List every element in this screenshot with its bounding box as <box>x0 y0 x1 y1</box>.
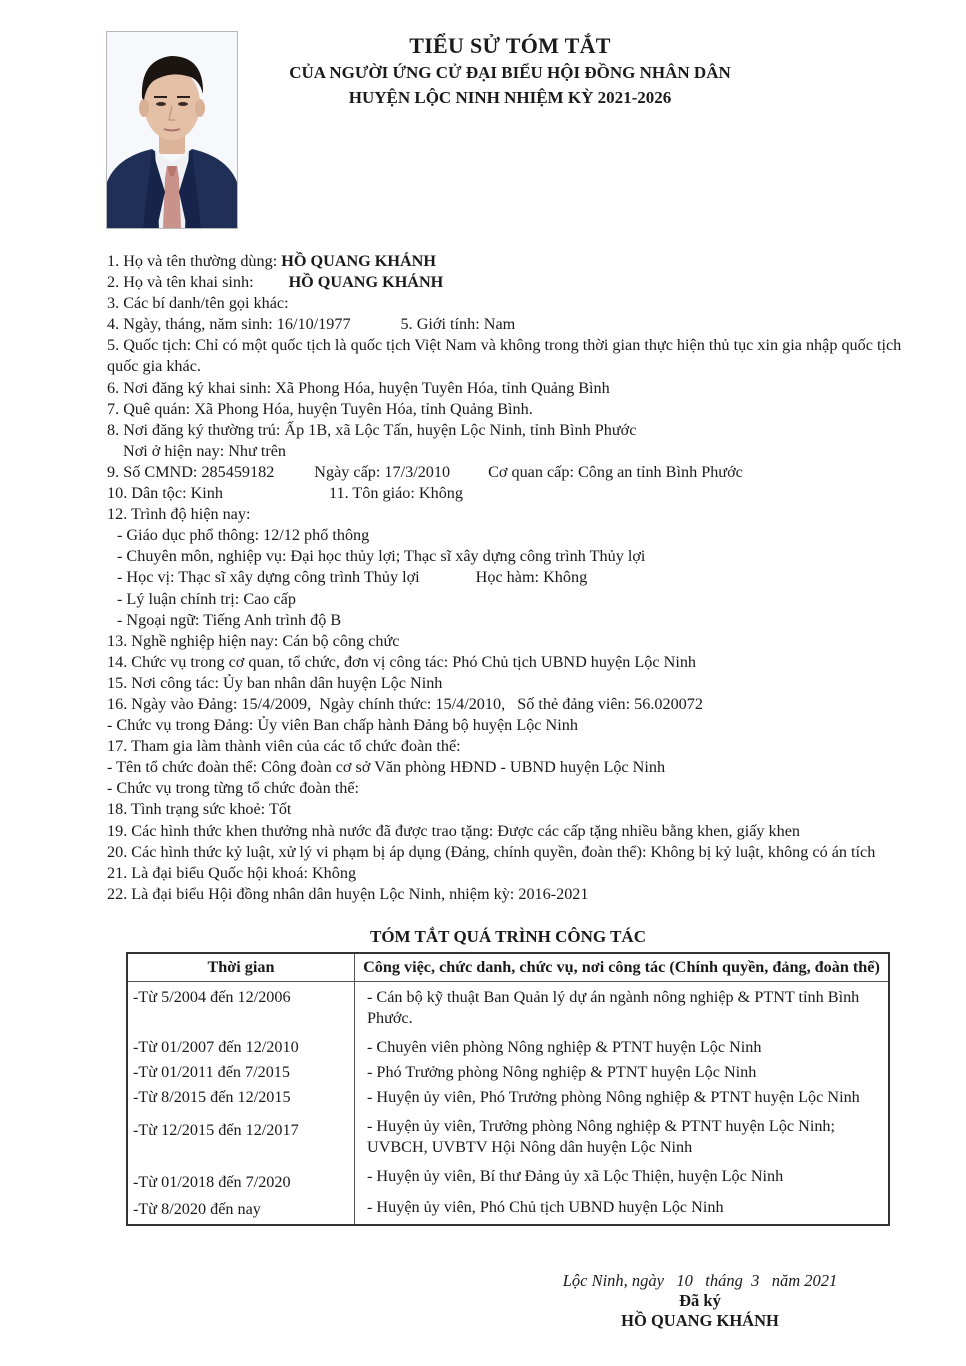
field-gender: 5. Giới tính: Nam <box>400 315 516 334</box>
signature-name: HỒ QUANG KHÁNH <box>621 1311 779 1330</box>
column-header-time: Thời gian <box>127 953 355 982</box>
work-history-table <box>126 952 890 1226</box>
field-council-member: 22. Là đại biểu Hội đồng nhân dân huyện Lộc Ninh, nhiệm kỳ: 2016-2021 <box>107 884 589 903</box>
field-label: 1. Họ và tên thường dùng: <box>107 252 282 270</box>
table-row <box>127 1160 889 1195</box>
field-label: 2. Họ và tên khai sinh: <box>107 273 254 292</box>
field-discipline: 20. Các hình thức kỷ luật, xử lý vi phạm bị áp dụng (Đảng, chính quyền, đoàn thể): Không bị kỷ luật, không có án tích <box>107 842 876 861</box>
field-workplace: 15. Nơi công tác: Ủy ban nhân dân huyện Lộc Ninh <box>107 673 443 692</box>
field-position: 14. Chức vụ trong cơ quan, tổ chức, đơn vị công tác: Phó Chủ tịch UBND huyện Lộc Ninh <box>107 652 697 671</box>
cell-description: - Huyện ủy viên, Trưởng phòng Nông nghiệp & PTNT huyện Lộc Ninh; UVBCH, UVBTV Hội Nông dân huyện Lộc Ninh <box>355 1110 890 1160</box>
cell-description: - Huyện ủy viên, Phó Trưởng phòng Nông nghiệp & PTNT huyện Lộc Ninh <box>355 1085 890 1110</box>
field-current-residence: Nơi ở hiện nay: Như trên <box>123 441 287 460</box>
table-row <box>127 982 889 1032</box>
table-row <box>127 1031 889 1060</box>
cell-time: -Từ 01/2018 đến 7/2020 <box>127 1160 355 1195</box>
field-party-position: - Chức vụ trong Đảng: Ủy viên Ban chấp hành Đảng bộ huyện Lộc Ninh <box>107 716 578 735</box>
field-value-common-name: HỒ QUANG KHÁNH <box>281 252 436 270</box>
cell-time: -Từ 8/2015 đến 12/2015 <box>127 1085 355 1110</box>
document-header <box>240 32 780 110</box>
field-party-membership: 16. Ngày vào Đảng: 15/4/2009, Ngày chính thức: 15/4/2010, Số thẻ đảng viên: 56.020072 <box>107 694 703 713</box>
work-history-title: TÓM TẮT QUÁ TRÌNH CÔNG TÁC <box>370 927 646 946</box>
field-nationality: 5. Quốc tịch: Chỉ có một quốc tịch là quốc tịch Việt Nam và không trong thời gian thực hiện thủ tục xin gia nhập quốc tịch quốc gia khác. <box>107 336 902 376</box>
cell-description: - Huyện ủy viên, Bí thư Đảng ủy xã Lộc Thiện, huyện Lộc Ninh <box>355 1160 890 1195</box>
field-id-issue-date: Ngày cấp: 17/3/2010 <box>314 462 451 481</box>
cell-time: -Từ 8/2020 đến nay <box>127 1195 355 1225</box>
field-religion: 11. Tôn giáo: Không <box>329 484 463 503</box>
cell-description: - Huyện ủy viên, Phó Chủ tịch UBND huyện Lộc Ninh <box>355 1195 890 1225</box>
field-dob-gender <box>107 314 919 335</box>
field-id-issuer: Cơ quan cấp: Công an tỉnh Bình Phước <box>488 462 743 481</box>
field-aliases: 3. Các bí danh/tên gọi khác: <box>107 294 289 313</box>
field-organizations-heading: 17. Tham gia làm thành viên của các tổ chức đoàn thể: <box>107 737 461 756</box>
cell-description: - Chuyên viên phòng Nông nghiệp & PTNT huyện Lộc Ninh <box>355 1031 890 1060</box>
document-subtitle-line1: CỦA NGƯỜI ỨNG CỬ ĐẠI BIỂU HỘI ĐỒNG NHÂN DÂN <box>289 63 731 82</box>
table-header-row <box>127 953 889 982</box>
cell-description: - Phó Trưởng phòng Nông nghiệp & PTNT huyện Lộc Ninh <box>355 1060 890 1085</box>
field-id-card <box>107 462 919 483</box>
field-common-name <box>107 251 919 272</box>
field-education-heading: 12. Trình độ hiện nay: <box>107 505 251 524</box>
table-row <box>127 1110 889 1160</box>
field-id-number: 9. Số CMND: 285459182 <box>107 462 275 481</box>
candidate-photo <box>106 31 238 229</box>
document-title: TIỂU SỬ TÓM TẮT <box>409 33 611 58</box>
cell-time: -Từ 01/2011 đến 7/2015 <box>127 1060 355 1085</box>
field-national-assembly: 21. Là đại biểu Quốc hội khoá: Không <box>107 863 357 882</box>
field-academic-degree <box>107 567 919 588</box>
field-birth-registration: 6. Nơi đăng ký khai sinh: Xã Phong Hóa, huyện Tuyên Hóa, tỉnh Quảng Bình <box>107 378 610 397</box>
table-row <box>127 1060 889 1085</box>
field-general-education: - Giáo dục phổ thông: 12/12 phổ thông <box>117 526 370 545</box>
field-organization-position: - Chức vụ trong từng tổ chức đoàn thể: <box>107 779 359 798</box>
field-organization-name: - Tên tổ chức đoàn thể: Công đoàn cơ sở Văn phòng HĐND - UBND huyện Lộc Ninh <box>107 758 666 777</box>
field-foreign-language: - Ngoại ngữ: Tiếng Anh trình độ B <box>117 610 342 629</box>
signature-date: Lộc Ninh, ngày 10 tháng 3 năm 2021 <box>562 1271 838 1290</box>
cell-time: -Từ 01/2007 đến 12/2010 <box>127 1031 355 1060</box>
signature-block <box>520 1271 880 1331</box>
field-birth-name <box>107 272 919 293</box>
biography-fields <box>107 251 919 905</box>
field-health: 18. Tình trạng sức khoẻ: Tốt <box>107 800 292 819</box>
field-professional-qualification: - Chuyên môn, nghiệp vụ: Đại học thủy lợi; Thạc sĩ xây dựng công trình Thủy lợi <box>117 547 646 566</box>
field-value-birth-name: HỒ QUANG KHÁNH <box>288 273 444 292</box>
field-occupation: 13. Nghề nghiệp hiện nay: Cán bộ công chức <box>107 631 400 650</box>
cell-time: -Từ 5/2004 đến 12/2006 <box>127 982 355 1032</box>
field-political-theory: - Lý luận chính trị: Cao cấp <box>117 589 296 608</box>
field-ethnicity-religion <box>107 483 919 504</box>
field-awards: 19. Các hình thức khen thưởng nhà nước đã được trao tặng: Được các cấp tặng nhiều bằng khen, giấy khen <box>107 821 801 840</box>
field-ethnicity: 10. Dân tộc: Kinh <box>107 484 223 503</box>
field-academic-title: Học hàm: Không <box>475 568 588 587</box>
field-dob: 4. Ngày, tháng, năm sinh: 16/10/1977 <box>107 315 351 334</box>
document-subtitle-line2: HUYỆN LỘC NINH NHIỆM KỲ 2021-2026 <box>348 88 672 107</box>
field-hometown: 7. Quê quán: Xã Phong Hóa, huyện Tuyên Hóa, tỉnh Quảng Bình. <box>107 399 533 418</box>
signature-status: Đã ký <box>679 1291 721 1310</box>
portrait-image-icon <box>107 32 237 228</box>
field-permanent-residence: 8. Nơi đăng ký thường trú: Ấp 1B, xã Lộc Tấn, huyện Lộc Ninh, tỉnh Bình Phước <box>107 420 637 439</box>
table-row <box>127 1085 889 1110</box>
column-header-description: Công việc, chức danh, chức vụ, nơi công tác (Chính quyền, đảng, đoàn thể) <box>355 953 890 982</box>
cell-time: -Từ 12/2015 đến 12/2017 <box>127 1110 355 1160</box>
table-row <box>127 1195 889 1225</box>
field-degree: - Học vị: Thạc sĩ xây dựng công trình Thủy lợi <box>117 568 420 587</box>
cell-description: - Cán bộ kỹ thuật Ban Quản lý dự án ngành nông nghiệp & PTNT tỉnh Bình Phước. <box>355 982 890 1032</box>
